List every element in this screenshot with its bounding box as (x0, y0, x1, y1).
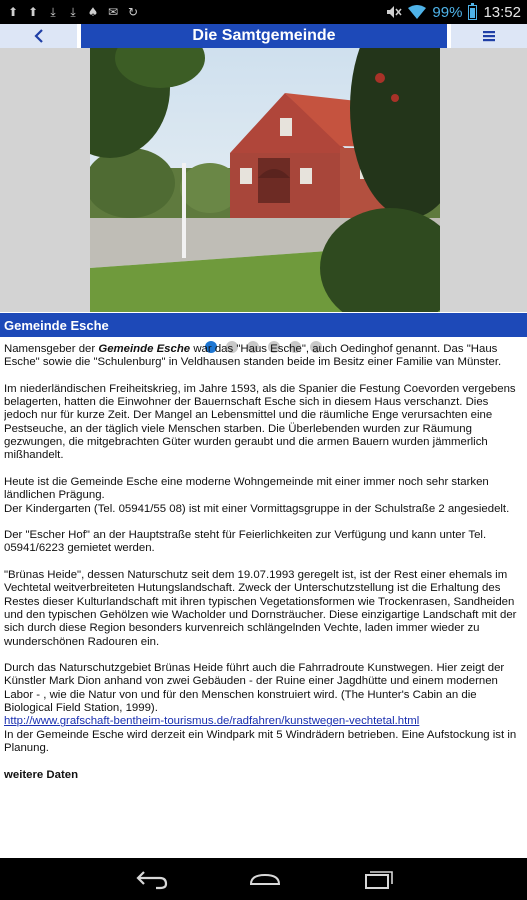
gallery-photo[interactable] (90, 48, 440, 312)
place-name: Gemeinde Esche (98, 343, 191, 355)
home-icon (245, 866, 285, 892)
hamburger-menu-icon (482, 29, 496, 43)
notification-icons (6, 0, 140, 24)
notification-icon: ♠ (87, 5, 99, 19)
image-gallery[interactable] (0, 48, 527, 312)
back-button[interactable] (0, 24, 79, 48)
battery-icon (468, 5, 477, 20)
nav-back-button[interactable] (132, 866, 172, 892)
mail-icon: ✉ (107, 5, 119, 19)
paragraph: In der Gemeinde Esche wird derzeit ein Windpark mit 5 Windrädern betrieben. Eine Aufstockung ist in Planung. (4, 728, 517, 754)
paragraph: "Brünas Heide", dessen Naturschutz seit dem 19.07.1993 geregelt ist, ist der Rest einer ehemals im Vechtetal weitverbreiteten Hutungslandschaft. Zweck der Unterschutzstellung ist die Erhaltung des Restes dieser Kulturlandschaft mit ihren typischen Vegetationsformen wie Trockenrasen, Sandheiden und den typischen Gehölzen wie Wacholder und Dornsträucher. Diese einzigartige Landschaft mit der sich durch diese Region besonders kurvenreich schlängelnden Vechte, laden immer wieder zu wunderschönen Radouren ein. (4, 569, 517, 648)
wifi-icon (408, 5, 426, 19)
nav-recent-button[interactable] (357, 866, 397, 892)
usb-icon: ⬆ (27, 5, 39, 19)
chevron-left-icon (33, 28, 45, 44)
download-icon: ⤓ (70, 5, 76, 19)
paragraph: Im niederländischen Freiheitskrieg, im Jahre 1593, als die Spanier die Festung Coevorden vergebens belagerten, hatten die Einwohner der Bauernschaft Esche sich in diesem Haus verschanzt. Dies jedoch nur für kurze Zeit. Der Mangel an Lebensmittel und die räumliche Enge verursachten eine Pestseuche, an der täglich viele Menschen starben. Die Überlebenden wurden zur Räumung gezwungen, die mitgebrachten Güter wurden geraubt und die armen Bauern wurden jämmerlich mißhandelt. (4, 382, 516, 462)
recent-apps-icon (357, 866, 397, 892)
page-title: Die Samtgemeinde (81, 24, 447, 48)
download-icon: ⤓ (50, 5, 56, 19)
paragraph: Namensgeber der Gemeinde Esche war das "Haus Esche", auch Oedinghof genannt. Das "Haus Esche" sowie die "Schulenburg" in Veldhausen standen beide im Besitz einer Familie van Münster. (4, 343, 502, 369)
paragraph: Heute ist die Gemeinde Esche eine moderne Wohngemeinde mit einer immer noch sehr starken ländlichen Prägung. (4, 475, 489, 502)
system-nav-bar (0, 858, 527, 900)
paragraph: Der Kindergarten (Tel. 05941/55 08) ist mit einer Vormittagsgruppe in der Schulstraße 2 angesiedelt. (4, 502, 510, 515)
battery-percentage: 99% (432, 3, 463, 21)
section-title: Gemeinde Esche (0, 313, 527, 337)
article-body[interactable] (4, 343, 519, 858)
usb-icon: ⬆ (7, 5, 19, 19)
back-arrow-icon (132, 866, 172, 892)
kunstwegen-link[interactable]: http://www.grafschaft-bentheim-tourismus.de/radfahren/kunstwegen-vechtetal.html (4, 715, 420, 728)
paragraph: Der "Escher Hof" an der Hauptstraße steht für Feierlichkeiten zur Verfügung und kann unter Tel. 05941/6223 gemietet werden. (4, 529, 487, 555)
clock: 13:52 (483, 3, 521, 21)
more-data-link[interactable]: weitere Daten (4, 768, 79, 781)
link-paragraph (4, 715, 519, 728)
system-indicators (386, 0, 521, 24)
mute-icon (386, 5, 402, 19)
sync-icon: ↻ (127, 5, 139, 19)
menu-button[interactable] (449, 24, 527, 48)
status-bar (0, 0, 527, 24)
paragraph: Durch das Naturschutzgebiet Brünas Heide führt auch die Fahrradroute Kunstwegen. Hier zeigt der Künstler Mark Dion anhand von zwei Gebäuden - der Ruine einer Jagdhütte und einem modernen Labor - , wie die Natur von und für den Menschen konstruiert wird. (The Hunter's Cabin an die Biological Field Station, 1999). (4, 662, 505, 715)
nav-home-button[interactable] (245, 866, 285, 892)
